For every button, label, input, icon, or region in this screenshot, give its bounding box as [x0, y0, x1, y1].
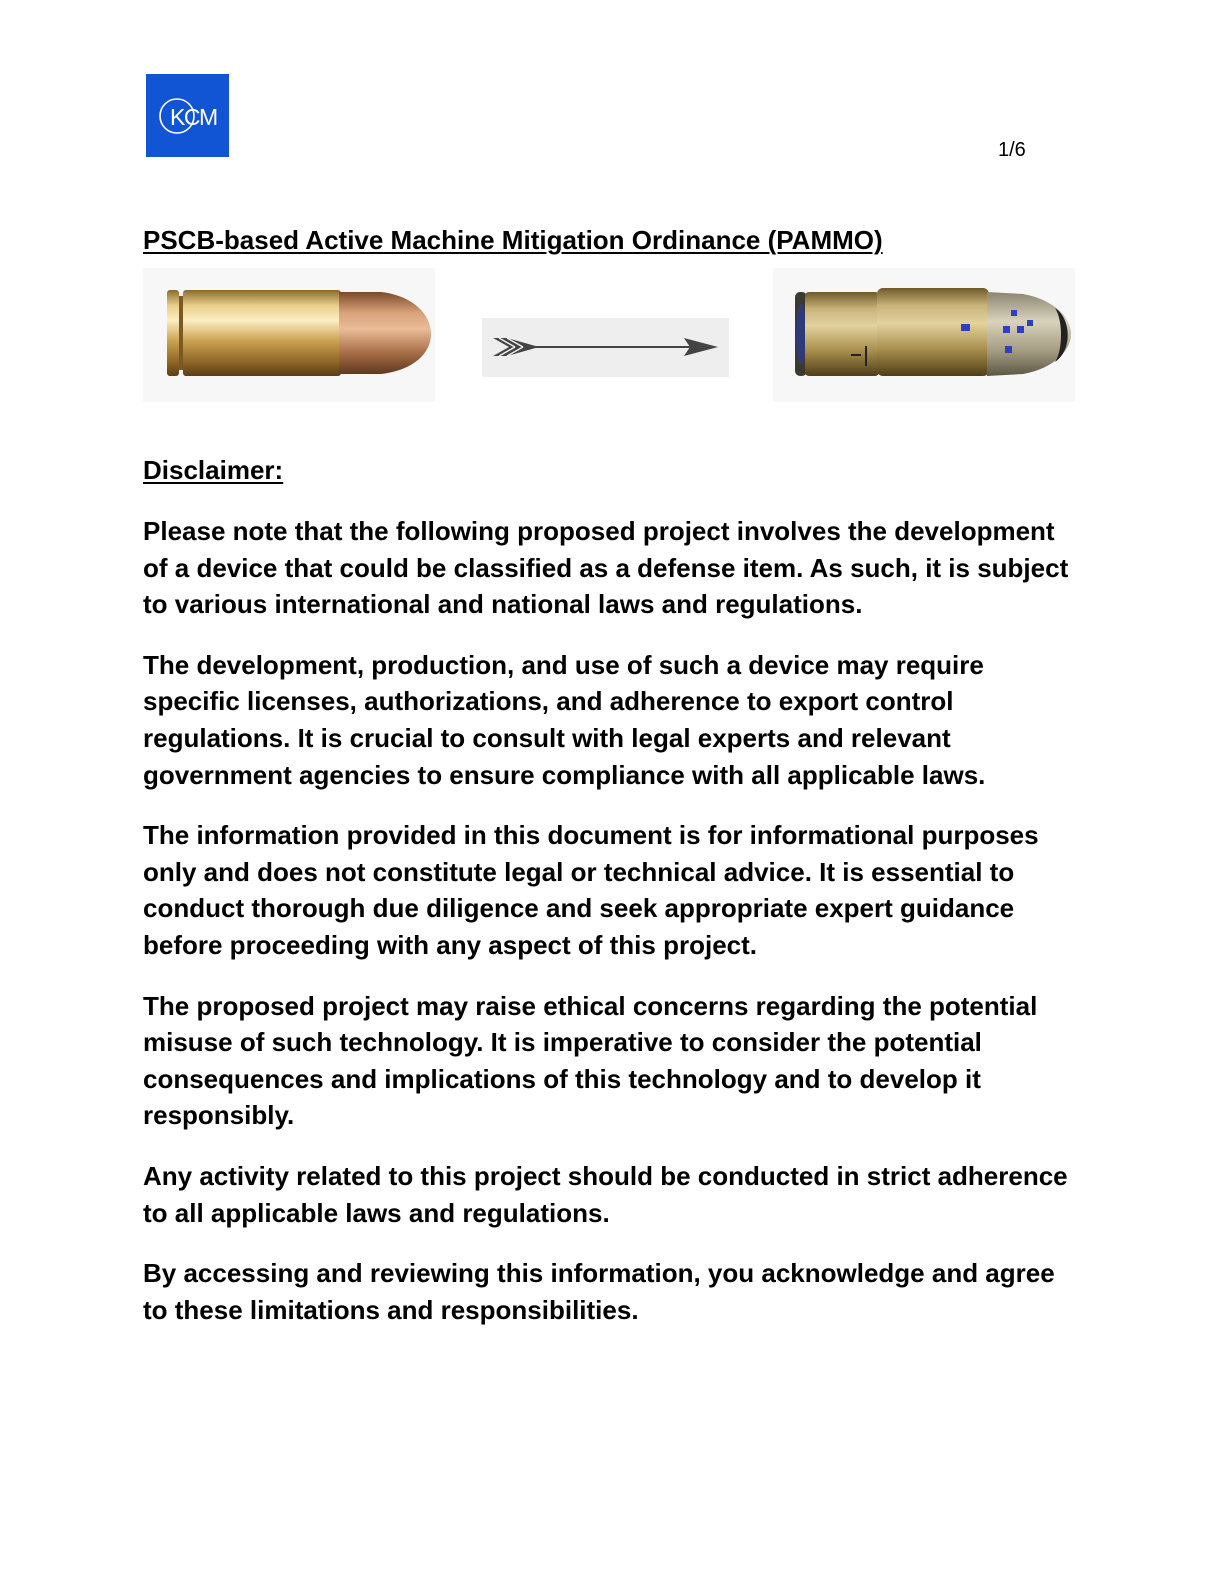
svg-text:KCM: KCM — [170, 104, 217, 130]
cartridge-image — [167, 290, 431, 376]
page-indicator: 1/6 — [998, 139, 1026, 161]
disclaimer-paragraph: The proposed project may raise ethical concerns regarding the potential misuse of such technology. It is imperative to consider the potential consequences and implications of this technology and to develop it responsibly. — [143, 990, 1038, 1131]
disclaimer-body — [143, 513, 1078, 1352]
disclaimer-paragraph: The information provided in this document is for informational purposes only and does not constitute legal or technical advice. It is essential to conduct thorough due diligence and seek appropriate expert guidance before proceeding with any aspect of this project. — [143, 820, 1039, 960]
disclaimer-paragraph: Please note that the following proposed project involves the development of a device that could be classified as a defense item. As such, it is subject to various international and national laws and regulations. — [143, 516, 1069, 620]
kcm-logo-mark — [146, 74, 229, 157]
company-logo — [146, 74, 229, 157]
disclaimer-paragraph: By accessing and reviewing this information, you acknowledge and agree to these limitations and responsibilities. — [143, 1258, 1055, 1325]
cartridge-illustration — [143, 268, 1075, 402]
smart-cartridge-image — [795, 288, 1071, 376]
disclaimer-paragraph: Any activity related to this project should be conducted in strict adherence to all applicable laws and regulations. — [143, 1160, 1068, 1228]
document-title: PSCB-based Active Machine Mitigation Ordinance (PAMMO) — [143, 225, 883, 255]
disclaimer-heading: Disclaimer: — [143, 455, 284, 485]
disclaimer-paragraph: The development, production, and use of such a device may require specific licenses, authorizations, and adherence to export control regulations. It is crucial to consult with legal experts and relevant government agencies to ensure compliance with all applicable laws. — [143, 649, 986, 790]
arrow-image — [482, 318, 729, 377]
